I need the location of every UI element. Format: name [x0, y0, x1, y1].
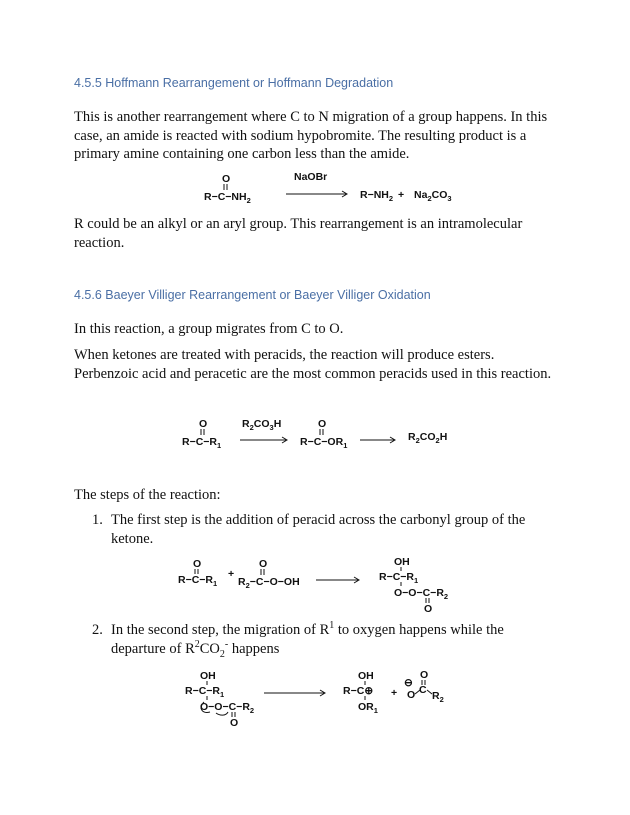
step-2: [92, 621, 532, 659]
start-line-1: $R-C-R_1$: [185, 685, 225, 699]
carboxylic-acid-byproduct: $R_2CO_2H$: [408, 431, 448, 445]
step-1-reaction-scheme: [176, 555, 476, 615]
cation-or: $OR_1$: [358, 701, 378, 715]
step-2-number: 2.: [92, 622, 103, 638]
bv-paragraph-1: In this reaction, a group migrates from C to O.: [74, 321, 344, 337]
ketone-oxygen: O: [199, 418, 208, 430]
anion-o: O: [407, 689, 416, 701]
cation-oh: OH: [358, 670, 374, 682]
adduct-line-1: $R-C-R_1$: [379, 571, 419, 585]
amine-product: $R-NH_2$: [360, 189, 394, 203]
start-line-2: $O-O-C-R_2$: [200, 701, 255, 715]
steps-intro: The steps of the reaction:: [74, 487, 221, 503]
cation-line: R−C⊕: [343, 685, 374, 697]
step-1: [92, 511, 532, 549]
ketone: $R-C-R_1$: [178, 574, 218, 588]
section-heading-hoffmann: 4.5.5 Hoffmann Rearrangement or Hoffmann Degradation: [74, 76, 394, 90]
svg-text:O: O: [193, 558, 202, 570]
ester-product: $R-C-OR_1$: [300, 436, 348, 450]
anion-top-o: O: [420, 669, 429, 681]
adduct-line-2: $O-O-C-R_2$: [394, 587, 449, 601]
adduct-oh: OH: [394, 556, 410, 568]
plus-sign: +: [228, 568, 235, 580]
ester-oxygen: O: [318, 418, 327, 430]
section-heading-baeyer-villiger: 4.5.6 Baeyer Villiger Rearrangement or Baeyer Villiger Oxidation: [74, 288, 431, 302]
hoffmann-after-paragraph: R could be an alkyl or an aryl group. This rearrangement is an intramolecular reaction.: [74, 216, 523, 251]
carbonate-product: $Na_2CO_3$: [414, 189, 452, 203]
peracid-reagent: $R_2CO_3H$: [242, 418, 282, 432]
step-1-number: 1.: [92, 512, 103, 528]
peracid: $R_2-C-O-OH$: [238, 576, 300, 590]
anion-charge: ⊖: [404, 677, 413, 689]
anion-r: $R_2$: [432, 690, 444, 704]
cation-charge: ⊕: [364, 685, 374, 697]
hoffmann-intro-paragraph: This is another rearrangement where C to N migration of a group happens. In this case, an amide is reacted with sodium hypobromite. The resulting product is a primary amine containing one carbon less than the amide.: [74, 109, 548, 162]
carbonyl-oxygen: O: [222, 173, 231, 185]
start-carbonyl-o: O: [230, 717, 239, 729]
bv-reaction-scheme: [180, 415, 460, 455]
hoffmann-reaction-scheme: [190, 170, 450, 210]
start-oh: OH: [200, 670, 216, 682]
step-2-reaction-scheme: [184, 668, 474, 734]
ketone-reactant: $R-C-R_1$: [182, 436, 222, 450]
adduct-carbonyl-o: O: [424, 603, 433, 615]
plus-sign: +: [391, 687, 398, 699]
step-2-text: In the second step, the migration of $R^1$ to oxygen happens while the departure of $R^2CO_2^-$ happens: [111, 620, 504, 660]
svg-text:O: O: [259, 558, 268, 570]
plus-sign: +: [398, 189, 405, 201]
anion-c: C: [419, 684, 427, 696]
step-1-text: The first step is the addition of peracid across the carbonyl group of the ketone.: [111, 512, 526, 547]
reagent-naobr: NaOBr: [294, 171, 328, 183]
bv-paragraph-2: When ketones are treated with peracids, the reaction will produce esters. Perbenzoic acid and peracetic are the most common peracids used in this reaction.: [74, 347, 552, 382]
amide-reactant: $R-C-NH_2$: [204, 191, 251, 205]
